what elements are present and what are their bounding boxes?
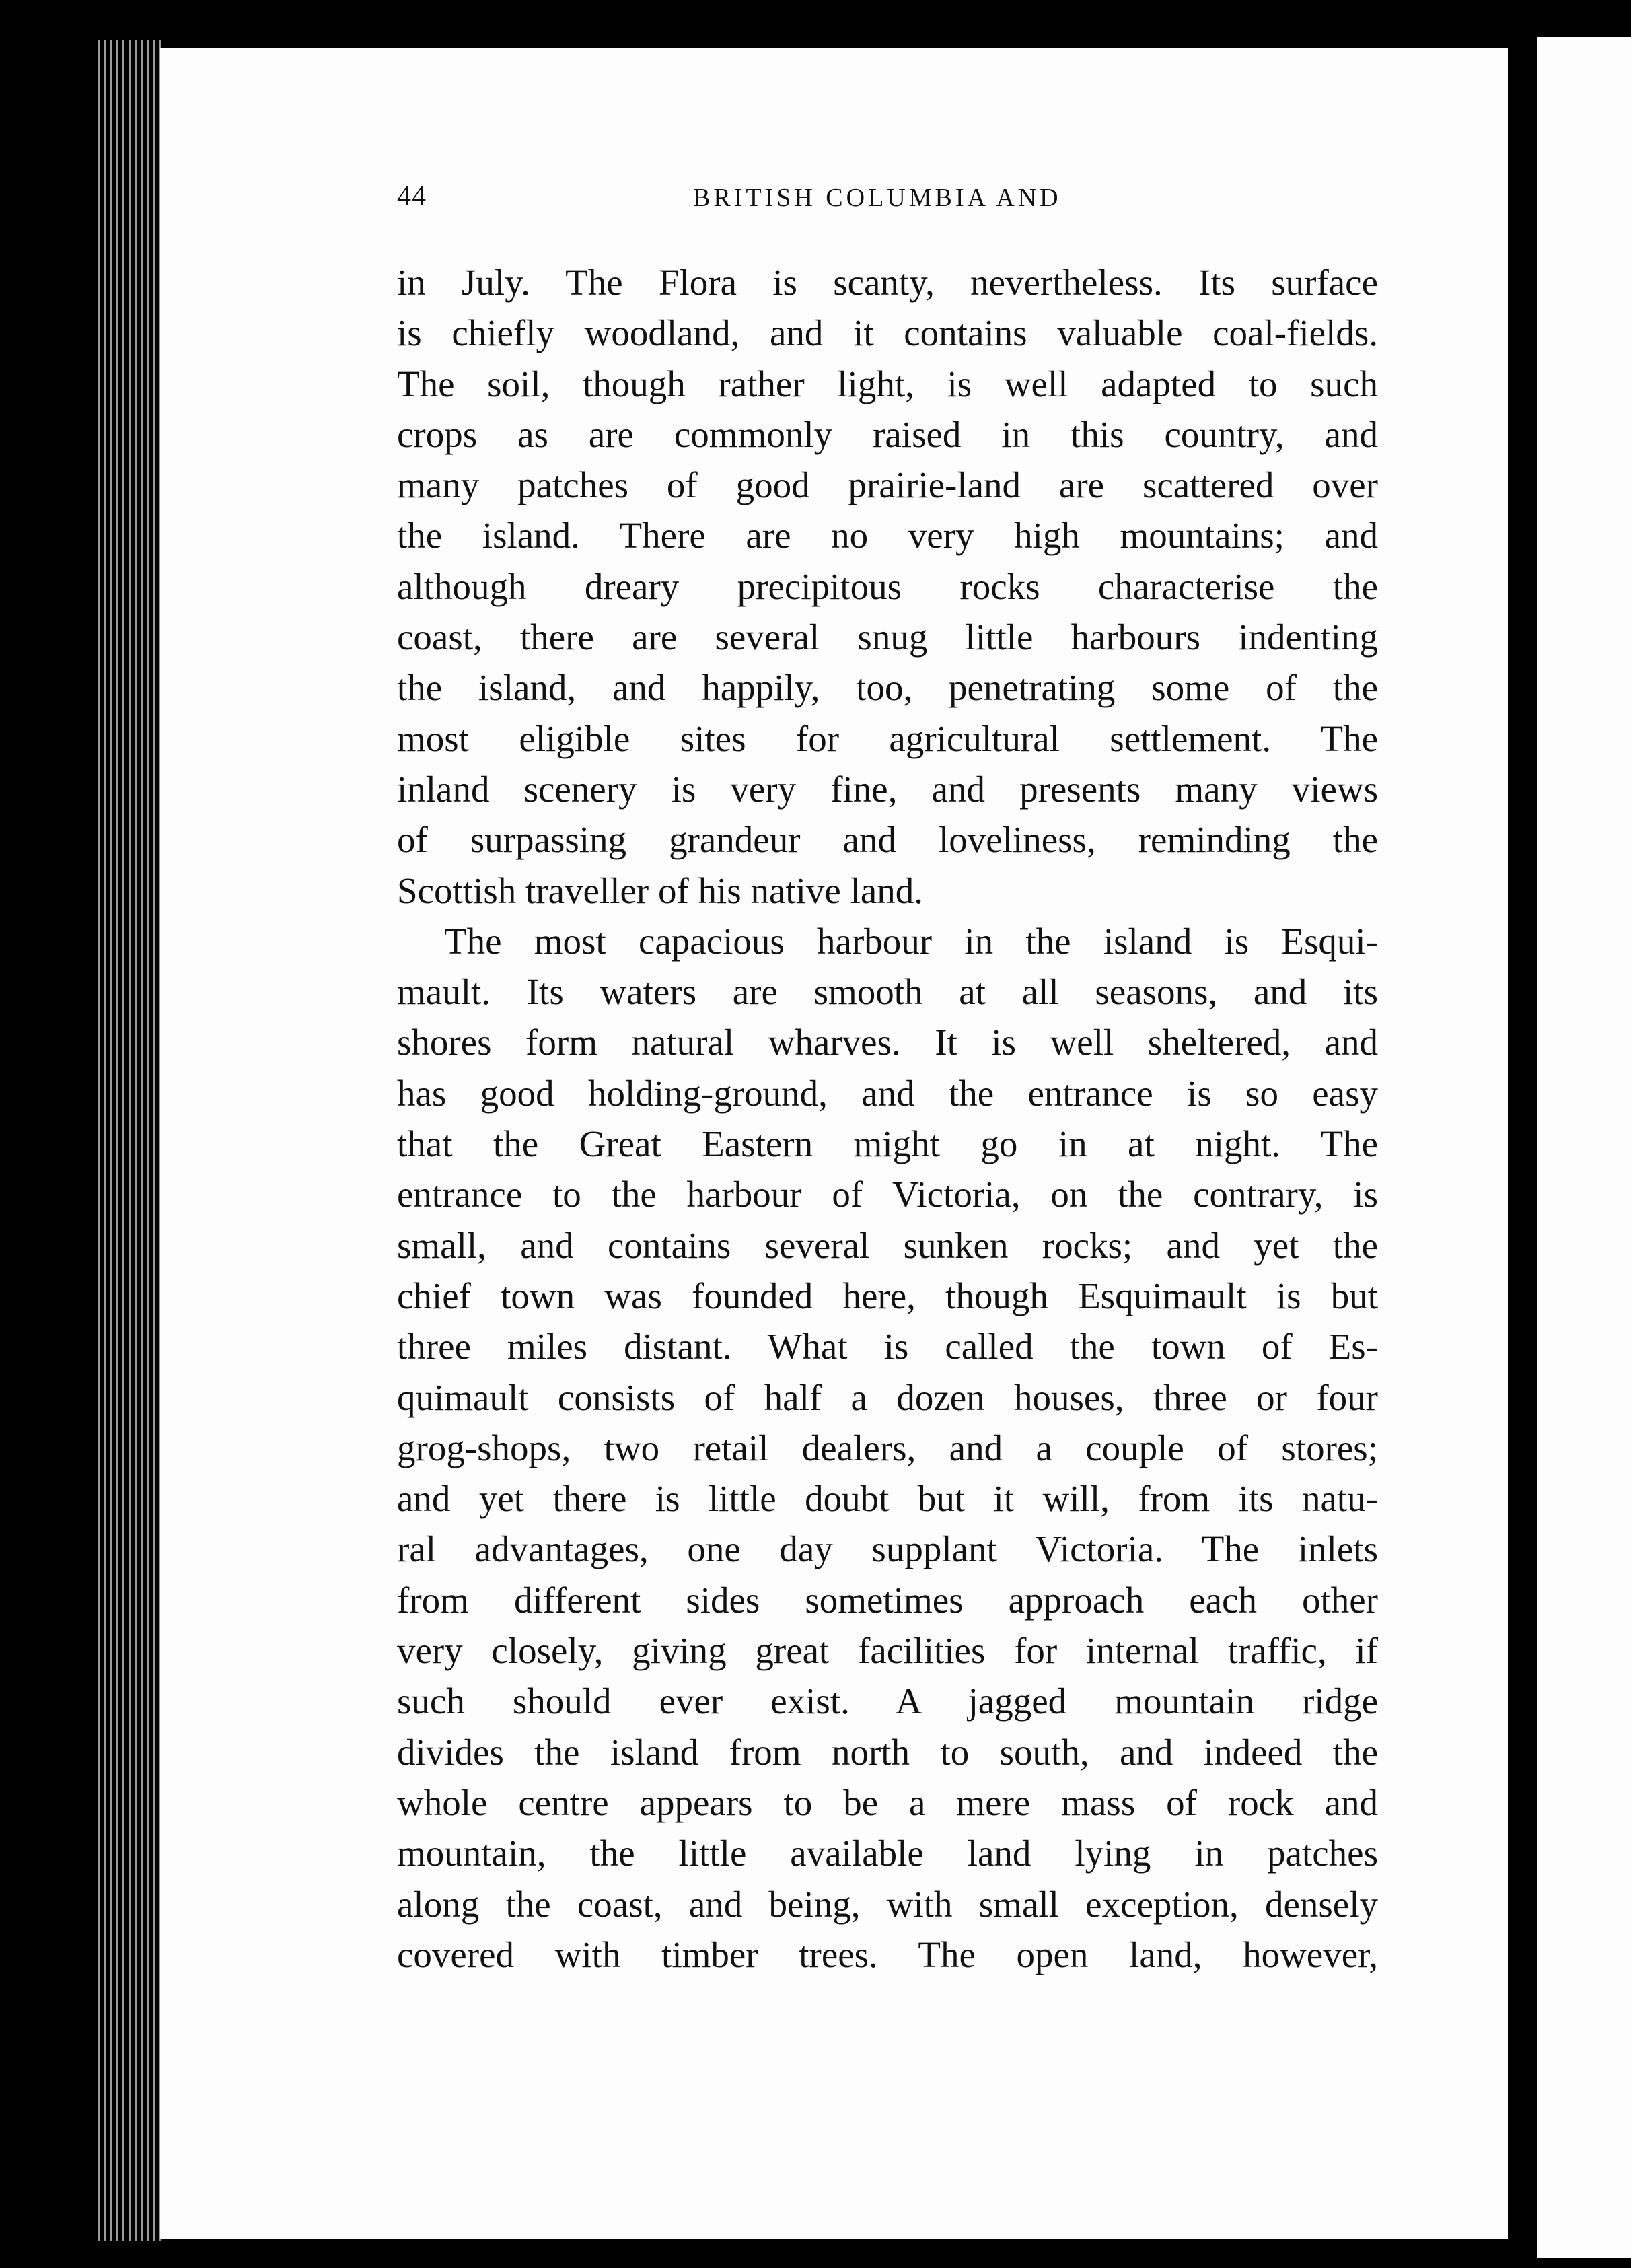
text-line: of surpassing grandeur and loveliness, reminding the bbox=[397, 819, 1378, 861]
text-line: chief town was founded here, though Esquimault is but bbox=[397, 1275, 1378, 1316]
running-title: BRITISH COLUMBIA AND bbox=[693, 184, 1062, 212]
text-line: crops as are commonly raised in this country, and bbox=[397, 413, 1378, 455]
text-line: divides the island from north to south, and indeed the bbox=[397, 1731, 1378, 1773]
text-line: most eligible sites for agricultural settlement. The bbox=[397, 717, 1378, 759]
text-line: inland scenery is very fine, and presents many views bbox=[397, 768, 1378, 810]
text-line: and yet there is little doubt but it will, from its natu- bbox=[397, 1478, 1378, 1520]
text-line: many patches of good prairie-land are scattered over bbox=[397, 464, 1378, 506]
book-gutter bbox=[1508, 27, 1537, 2268]
text-line: the island. There are no very high mountains; and bbox=[397, 515, 1378, 557]
text-line: mountain, the little available land lying in patches bbox=[397, 1833, 1378, 1874]
page-number: 44 bbox=[397, 181, 427, 212]
text-line: covered with timber trees. The open land, however, bbox=[397, 1934, 1378, 1975]
text-line: the island, and happily, too, penetrating some of the bbox=[397, 667, 1378, 709]
text-line: mault. Its waters are smooth at all seasons, and its bbox=[397, 971, 1378, 1013]
text-line: ral advantages, one day supplant Victoria. The inlets bbox=[397, 1528, 1378, 1570]
text-line: that the Great Eastern might go in at night. The bbox=[397, 1123, 1378, 1165]
text-line: grog-shops, two retail dealers, and a couple of stores; bbox=[397, 1427, 1378, 1468]
text-line: shores form natural wharves. It is well sheltered, and bbox=[397, 1022, 1378, 1063]
paragraph bbox=[397, 257, 1378, 916]
text-line: entrance to the harbour of Victoria, on the contrary, is bbox=[397, 1174, 1378, 1215]
body-text bbox=[397, 257, 1378, 1980]
text-line: has good holding-ground, and the entrance is so easy bbox=[397, 1072, 1378, 1114]
facing-page-edge bbox=[1537, 37, 1631, 2258]
page-edge-stack bbox=[94, 40, 161, 2241]
text-line: The soil, though rather light, is well adapted to such bbox=[397, 363, 1378, 404]
text-line: is chiefly woodland, and it contains valuable coal-fields. bbox=[397, 312, 1378, 354]
paragraph bbox=[397, 916, 1378, 1980]
text-line: very closely, giving great facilities for internal traffic, if bbox=[397, 1630, 1378, 1672]
text-line: in July. The Flora is scanty, nevertheless. Its surface bbox=[397, 262, 1378, 303]
text-line: although dreary precipitous rocks characterise the bbox=[397, 565, 1378, 607]
text-line: along the coast, and being, with small exception, densely bbox=[397, 1883, 1378, 1925]
text-line: coast, there are several snug little harbours indenting bbox=[397, 616, 1378, 658]
text-line: such should ever exist. A jagged mountain ridge bbox=[397, 1680, 1378, 1722]
text-line: from different sides sometimes approach each other bbox=[397, 1579, 1378, 1621]
text-line: Scottish traveller of his native land. bbox=[397, 870, 924, 911]
text-line: three miles distant. What is called the town of Es- bbox=[397, 1326, 1378, 1368]
text-line: quimault consists of half a dozen houses, three or four bbox=[397, 1376, 1378, 1418]
text-line: The most capacious harbour in the island is Esqui- bbox=[444, 920, 1378, 962]
text-line: small, and contains several sunken rocks; and yet the bbox=[397, 1224, 1378, 1266]
running-head bbox=[397, 180, 1379, 221]
text-line: whole centre appears to be a mere mass of rock and bbox=[397, 1781, 1378, 1823]
